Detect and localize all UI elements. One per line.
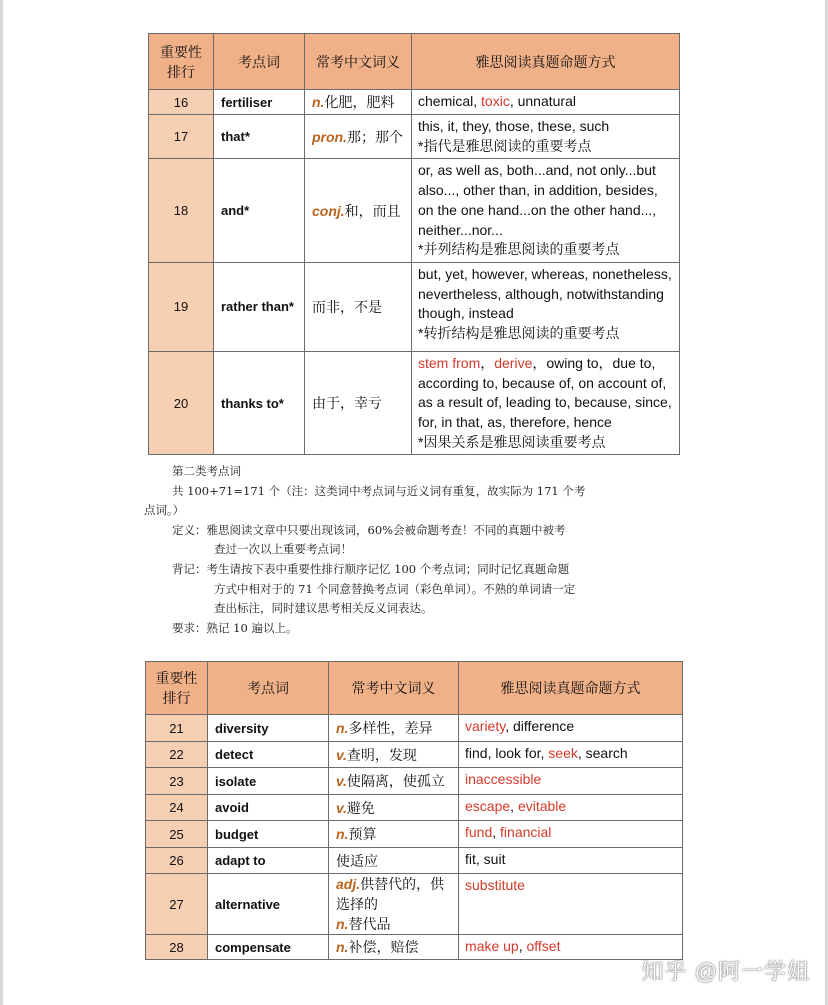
example-text: but, yet, however, whereas, nonetheless, (418, 265, 672, 282)
table-row (146, 935, 683, 960)
synonym-highlight: stem from (418, 354, 481, 371)
synonym-highlight: derive (494, 354, 533, 371)
example-text: though, instead (418, 305, 514, 322)
meaning-line (336, 824, 458, 844)
meaning-line (336, 718, 458, 738)
example-cell (412, 262, 680, 351)
example-line (465, 876, 676, 896)
example-cell (459, 715, 683, 742)
example-cell (412, 351, 680, 455)
example-line (418, 393, 673, 413)
example-text: 使隔离，使孤立 (346, 773, 445, 789)
example-text: fit, suit (465, 851, 506, 867)
synonym-highlight: escape (465, 798, 511, 814)
table-row (146, 848, 683, 874)
part-of-speech: conj. (312, 202, 345, 219)
example-text: 查明，发现 (346, 746, 417, 763)
header-word: 考点词 (214, 34, 305, 90)
word-cell: isolate (208, 768, 329, 795)
example-text: 多样性，差异 (348, 720, 433, 736)
example-line (418, 240, 673, 260)
header-chinese: 常考中文词义 (305, 34, 412, 90)
meaning-cell (329, 848, 459, 874)
example-line (465, 850, 676, 870)
meaning-cell (305, 262, 412, 351)
meaning-text: 而非，不是 (312, 298, 382, 315)
table-row (149, 90, 680, 115)
header-ielts: 雅思阅读真题命题方式 (459, 662, 683, 715)
word-cell: and* (214, 159, 305, 263)
part-of-speech: pron. (312, 128, 347, 145)
header-rank: 重要性排行 (149, 34, 214, 90)
example-text: as a result of, leading to, because, since, (418, 394, 672, 411)
meaning-line (336, 874, 458, 894)
meaning-cell (329, 742, 459, 768)
example-cell (412, 90, 680, 115)
page-edge-left (0, 0, 3, 1005)
synonym-highlight: toxic (481, 93, 510, 110)
example-cell (459, 742, 683, 768)
example-line (418, 374, 673, 394)
example-cell (412, 115, 680, 159)
meaning-cell (329, 935, 459, 960)
example-line (418, 304, 673, 324)
part-of-speech: n. (336, 720, 349, 736)
notes-mem2: 方式中相对于的 71 个同意替换考点词（彩色单词）。不熟的单词请一定 (214, 581, 576, 596)
example-text: ， (480, 354, 495, 371)
meaning-cell (329, 768, 459, 795)
synonym-highlight: financial (500, 824, 552, 840)
rank-cell: 26 (146, 848, 208, 874)
table-row (146, 821, 683, 848)
meaning-line (336, 851, 458, 871)
vocab-table-1 (148, 33, 680, 455)
notes-def1: 定义：雅思阅读文章中只要出现该词，60%会被命题考查！不同的真题中被考 (172, 522, 566, 537)
meaning-line (336, 937, 458, 957)
example-line (465, 744, 676, 764)
meaning-text: 和，而且 (344, 202, 401, 219)
synonym-highlight: evitable (517, 798, 567, 814)
example-line (418, 265, 673, 285)
example-text: , difference (505, 718, 575, 734)
meaning-text: 由于，幸亏 (312, 395, 382, 412)
example-line (465, 770, 676, 790)
example-text: 选择的 (336, 896, 378, 912)
meaning-line (336, 894, 458, 914)
synonym-highlight: inaccessible (465, 771, 542, 787)
table-row (146, 768, 683, 795)
example-text: chemical, (418, 93, 482, 110)
example-text: , (518, 938, 527, 954)
example-line (418, 413, 673, 433)
example-cell (459, 874, 683, 935)
word-cell: fertiliser (214, 90, 305, 115)
rank-cell: 25 (146, 821, 208, 848)
word-cell: adapt to (208, 848, 329, 874)
example-line (465, 797, 676, 817)
example-text: 预算 (348, 826, 377, 842)
word-cell: rather than* (214, 262, 305, 351)
rank-cell: 19 (149, 262, 214, 351)
rank-cell: 28 (146, 935, 208, 960)
word-cell: diversity (208, 715, 329, 742)
meaning-line (336, 771, 458, 791)
example-text: *指代是雅思阅读的重要考点 (418, 137, 592, 154)
rank-cell: 23 (146, 768, 208, 795)
part-of-speech: v. (336, 773, 347, 789)
rank-cell: 16 (149, 90, 214, 115)
meaning-cell (329, 874, 459, 935)
example-text: , search (577, 745, 628, 761)
example-line (418, 324, 673, 344)
example-text: this, it, they, those, these, such (418, 118, 610, 134)
example-line (418, 117, 673, 137)
example-line (418, 137, 673, 157)
synonym-highlight: make up (465, 938, 519, 954)
example-text: or, as well as, both...and, not only...but (418, 162, 656, 179)
meaning-cell (305, 90, 412, 115)
example-text: , (510, 798, 518, 814)
example-line (418, 181, 673, 201)
meaning-line (336, 914, 458, 934)
word-cell: detect (208, 742, 329, 768)
example-text: 供替代的，供 (360, 876, 445, 892)
synonym-highlight: fund (465, 824, 493, 840)
example-text: nevertheless, although, notwithstanding (418, 285, 664, 302)
part-of-speech: v. (336, 799, 347, 816)
example-line (418, 221, 673, 241)
table-row (149, 115, 680, 159)
table-row (146, 715, 683, 742)
example-line (418, 433, 673, 453)
example-line (465, 823, 676, 843)
example-text: find, look for, (465, 745, 549, 761)
word-cell: that* (214, 115, 305, 159)
word-cell: thanks to* (214, 351, 305, 455)
table-row (146, 742, 683, 768)
table-row (149, 262, 680, 351)
meaning-line (336, 798, 458, 818)
example-text: *因果关系是雅思阅读重要考点 (418, 433, 606, 450)
meaning-cell (305, 115, 412, 159)
example-text: ，owing to，due to, (532, 354, 656, 371)
example-text: , unnatural (509, 93, 576, 110)
example-cell (459, 795, 683, 821)
rank-cell: 20 (149, 351, 214, 455)
rank-cell: 22 (146, 742, 208, 768)
example-text: , (492, 824, 501, 840)
example-line (465, 717, 676, 737)
word-cell: budget (208, 821, 329, 848)
example-text: *并列结构是雅思阅读的重要考点 (418, 241, 620, 258)
example-text: according to, because of, on account of, (418, 374, 667, 391)
example-text: 替代品 (348, 916, 391, 932)
notes-def2: 查过一次以上重要考点词！ (214, 542, 352, 557)
word-cell: compensate (208, 935, 329, 960)
notes-title: 第二类考点词 (172, 464, 241, 478)
example-cell (459, 848, 683, 874)
rank-cell: 18 (149, 159, 214, 263)
notes-req: 要求：熟记 10 遍以上。 (172, 620, 298, 635)
rank-cell: 27 (146, 874, 208, 935)
synonym-highlight: variety (465, 718, 506, 734)
meaning-cell (329, 715, 459, 742)
vocab-table-2 (145, 661, 683, 960)
meaning-cell (305, 351, 412, 455)
watermark: 知乎 @阿一学姐 (641, 959, 810, 984)
example-text: on the one hand...on the other hand..., (418, 201, 657, 218)
table-row (146, 874, 683, 935)
word-cell: alternative (208, 874, 329, 935)
part-of-speech: v. (336, 746, 347, 763)
meaning-text: 化肥，肥料 (324, 94, 395, 110)
example-line (418, 92, 673, 112)
table-row (149, 159, 680, 263)
example-text: 使适应 (336, 852, 378, 869)
example-cell (459, 768, 683, 795)
header-word: 考点词 (208, 662, 329, 715)
rank-cell: 21 (146, 715, 208, 742)
synonym-highlight: offset (526, 938, 561, 954)
meaning-line (336, 745, 458, 765)
example-text: also..., other than, in addition, besides, (418, 182, 658, 199)
rank-cell: 24 (146, 795, 208, 821)
part-of-speech: n. (336, 939, 349, 955)
example-text: neither...nor... (418, 221, 503, 238)
notes-line2: 点词。） (144, 503, 185, 518)
meaning-cell (329, 821, 459, 848)
notes-mem3: 查出标注，同时建议思考相关反义词表达。 (214, 601, 433, 616)
synonym-highlight: substitute (465, 877, 525, 893)
example-text: *转折结构是雅思阅读的重要考点 (418, 325, 620, 342)
part-of-speech: n. (336, 916, 349, 932)
rank-cell: 17 (149, 115, 214, 159)
example-cell (459, 821, 683, 848)
example-cell (412, 159, 680, 263)
example-line (418, 201, 673, 221)
part-of-speech: n. (312, 94, 325, 110)
header-rank: 重要性排行 (146, 662, 208, 715)
synonym-highlight: seek (548, 745, 578, 761)
notes-section (144, 462, 664, 638)
meaning-cell (329, 795, 459, 821)
part-of-speech: adj. (336, 876, 361, 892)
part-of-speech: n. (336, 826, 349, 842)
header-chinese: 常考中文词义 (329, 662, 459, 715)
example-text: for, in that, as, therefore, hence (418, 414, 612, 431)
notes-mem1: 背记：考生请按下表中重要性排行顺序记忆 100 个考点词；同时记忆真题命题 (172, 561, 570, 576)
meaning-cell (305, 159, 412, 263)
example-line (418, 161, 673, 181)
word-cell: avoid (208, 795, 329, 821)
meaning-text: 那；那个 (347, 128, 403, 145)
example-text: 避免 (346, 799, 375, 816)
example-line (465, 937, 676, 957)
example-line (418, 285, 673, 305)
header-ielts: 雅思阅读真题命题方式 (412, 34, 680, 90)
example-text: 补偿，赔偿 (348, 939, 419, 955)
table-row (146, 795, 683, 821)
notes-line1: 共 100+71=171 个（注：这类词中考点词与近义词有重复，故实际为 171 个考 (172, 483, 586, 498)
example-line (418, 354, 673, 374)
table-row (149, 351, 680, 455)
